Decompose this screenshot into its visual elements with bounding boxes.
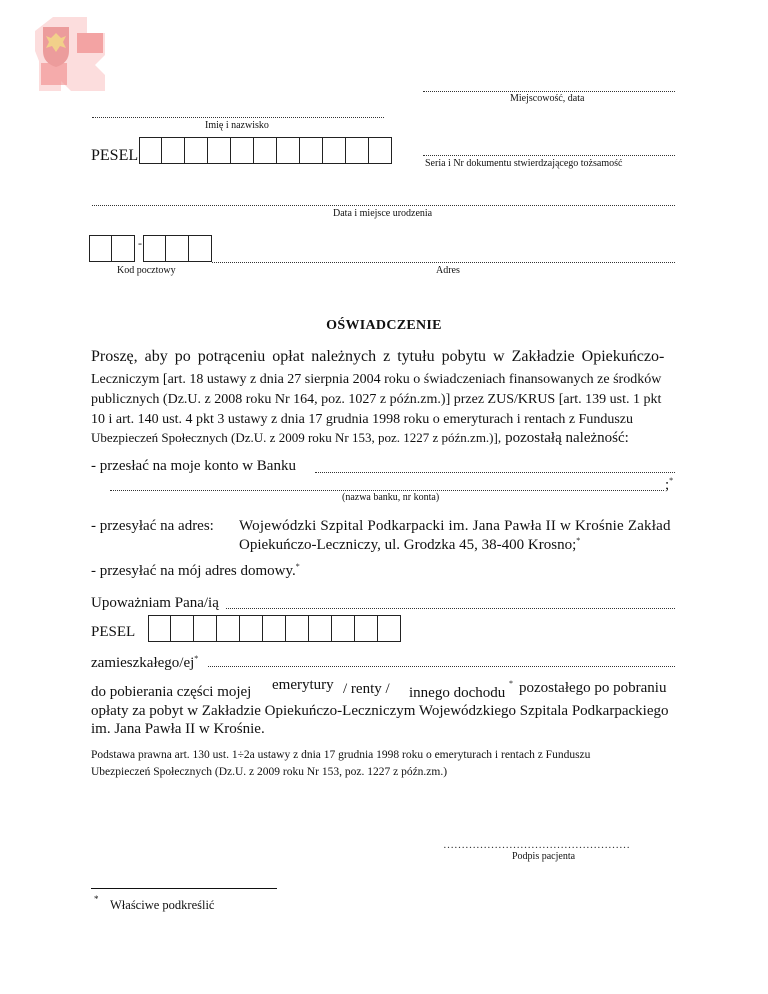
address-option-line1: Wojewódzki Szpital Podkarpacki im. Jana Pawła II w Krośnie Zakład xyxy=(239,518,671,534)
authorize-pesel-label: PESEL xyxy=(91,624,136,640)
birth-line[interactable] xyxy=(92,205,675,206)
pesel-box[interactable] xyxy=(369,137,392,164)
address-line[interactable] xyxy=(212,262,675,263)
residence-line[interactable] xyxy=(208,666,675,667)
residence-label xyxy=(91,655,198,672)
address-option-prefix: - przesyłać na adres: xyxy=(91,518,214,534)
home-star: * xyxy=(295,562,300,571)
address-option-line2-text: Opiekuńczo-Leczniczy, ul. Grodzka 45, 38-400 Krosno; xyxy=(239,537,577,553)
address-star: * xyxy=(576,536,581,545)
pesel-box[interactable] xyxy=(355,615,378,642)
address-option-line2 xyxy=(239,537,580,554)
bank-line-2[interactable] xyxy=(110,490,664,491)
collect-part-1: do pobierania części mojej xyxy=(91,684,252,700)
collect-emerytury: emerytury xyxy=(272,677,334,693)
hospital-logo xyxy=(35,13,107,91)
intro-line-5 xyxy=(91,429,629,447)
collect-line-1: do pobierania części mojej emerytury / renty / innego dochodu * pozostałego po pobraniu xyxy=(91,677,667,701)
place-date-label: Miejscowość, data xyxy=(510,93,585,104)
intro-line-5-a: Ubezpieczeń Społecznych (Dz.U. z 2009 roku Nr 153, poz. 1227 z późn.zm.)], xyxy=(91,430,502,445)
pesel-box[interactable] xyxy=(231,137,254,164)
postcode-box[interactable] xyxy=(166,235,189,262)
signature-dots[interactable]: …………………………………………… xyxy=(443,839,630,851)
pesel-box[interactable] xyxy=(323,137,346,164)
pesel-box[interactable] xyxy=(346,137,369,164)
residence-label-text: zamieszkałego/ej xyxy=(91,655,195,671)
residence-star: * xyxy=(194,654,199,663)
postcode-boxes-a[interactable] xyxy=(89,235,135,262)
pesel-box[interactable] xyxy=(148,615,171,642)
pesel-box[interactable] xyxy=(332,615,355,642)
postcode-dash: - xyxy=(138,236,142,250)
legal-line-1: Podstawa prawna art. 130 ust. 1÷2a ustawy z dnia 17 grudnia 1998 roku o emeryturach i rentach z Funduszu xyxy=(91,749,591,761)
pesel-label: PESEL xyxy=(91,147,139,164)
bank-option: - przesłać na moje konto w Banku xyxy=(91,458,296,474)
legal-line-2: Ubezpieczeń Społecznych (Dz.U. z 2009 roku Nr 153, poz. 1227 z późn.zm.) xyxy=(91,766,448,778)
document-title: OŚWIADCZENIE xyxy=(326,318,442,333)
collect-part-5: pozostałego po pobraniu xyxy=(519,680,667,696)
place-date-line[interactable] xyxy=(423,91,675,92)
intro-line-5-b: pozostałą należność: xyxy=(505,430,629,446)
pesel-box[interactable] xyxy=(185,137,208,164)
pesel-boxes[interactable] xyxy=(139,137,392,164)
bank-note: (nazwa banku, nr konta) xyxy=(342,492,440,503)
intro-line-3: publicznych (Dz.U. z 2008 roku Nr 164, poz. 1027 z późn.zm.)] przez ZUS/KRUS [art. 139 ust. 1 pkt xyxy=(91,392,662,407)
postcode-box[interactable] xyxy=(112,235,135,262)
name-label: Imię i nazwisko xyxy=(205,120,269,131)
collect-line-2: opłaty za pobyt w Zakładzie Opiekuńczo-Leczniczym Wojewódzkiego Szpitala Podkarpackiego xyxy=(91,703,669,719)
pesel-box[interactable] xyxy=(208,137,231,164)
authorize-label: Upoważniam Pana/ią xyxy=(91,595,219,611)
authorize-line[interactable] xyxy=(226,608,675,609)
postcode-box[interactable] xyxy=(89,235,112,262)
pesel-box[interactable] xyxy=(277,137,300,164)
collect-renty: / renty / xyxy=(343,681,390,697)
pesel-box[interactable] xyxy=(194,615,217,642)
footnote-text: Właściwe podkreślić xyxy=(110,898,215,912)
pesel-box[interactable] xyxy=(139,137,162,164)
pesel-box[interactable] xyxy=(171,615,194,642)
home-option xyxy=(91,563,300,580)
footnote-mark: * xyxy=(94,894,99,904)
pesel-box[interactable] xyxy=(300,137,323,164)
signature-label: Podpis pacjenta xyxy=(512,851,576,862)
postcode-label: Kod pocztowy xyxy=(117,265,176,276)
home-option-text: - przesyłać na mój adres domowy. xyxy=(91,563,296,579)
pesel-box[interactable] xyxy=(309,615,332,642)
id-document-label: Seria i Nr dokumentu stwierdzającego tożsamość xyxy=(425,158,623,169)
postcode-box[interactable] xyxy=(143,235,166,262)
bank-suffix: ; xyxy=(665,477,670,493)
postcode-box[interactable] xyxy=(189,235,212,262)
bank-star: * xyxy=(669,476,674,485)
intro-line-2: Leczniczym [art. 18 ustawy z dnia 27 sierpnia 2004 roku o świadczeniach finansowanych ze środków xyxy=(91,372,662,387)
pesel-box[interactable] xyxy=(254,137,277,164)
intro-line-1: Proszę, aby po potrąceniu opłat należnych z tytułu pobytu w Zakładzie Opiekuńczo- xyxy=(91,348,665,365)
authorize-pesel-boxes[interactable] xyxy=(148,615,401,642)
pesel-box[interactable] xyxy=(263,615,286,642)
bank-semicolon xyxy=(665,477,673,494)
postcode-boxes-b[interactable] xyxy=(143,235,212,262)
bank-line-1[interactable] xyxy=(315,472,675,473)
name-line[interactable] xyxy=(92,117,384,118)
id-document-line[interactable] xyxy=(423,155,675,156)
collect-innego: innego dochodu xyxy=(409,685,506,701)
pesel-box[interactable] xyxy=(217,615,240,642)
pesel-box[interactable] xyxy=(378,615,401,642)
birth-label: Data i miejsce urodzenia xyxy=(333,208,433,219)
address-label: Adres xyxy=(436,265,460,276)
intro-line-4: 10 i art. 140 ust. 4 pkt 3 ustawy z dnia 17 grudnia 1998 roku o emeryturach i rentach z Funduszu xyxy=(91,412,633,427)
footnote-separator xyxy=(91,888,277,889)
pesel-box[interactable] xyxy=(240,615,263,642)
pesel-box[interactable] xyxy=(286,615,309,642)
pesel-box[interactable] xyxy=(162,137,185,164)
collect-line-3: im. Jana Pawła II w Krośnie. xyxy=(91,721,265,737)
